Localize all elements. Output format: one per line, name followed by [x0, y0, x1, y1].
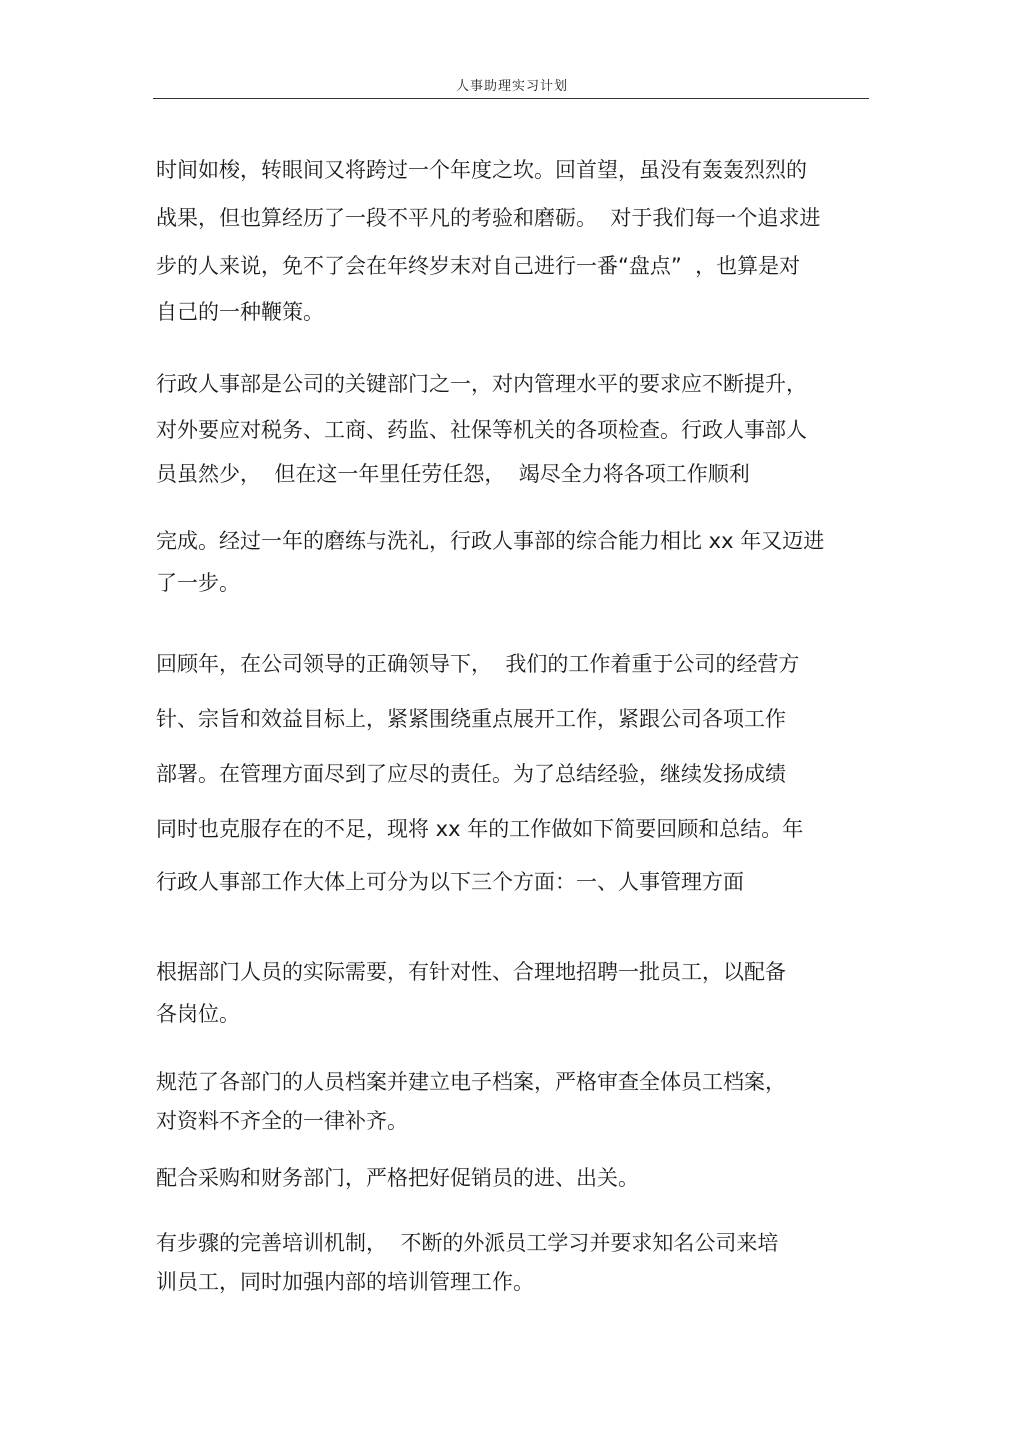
paragraph-3-line-2: 了一步。 [156, 571, 240, 595]
paragraph-1-line-3: 步的人来说，免不了会在年终岁末对自己进行一番“盘点” ，也算是对 [156, 254, 801, 278]
header-divider [153, 98, 869, 99]
paragraph-8-line-1: 有步骤的完善培训机制， 不断的外派员工学习并要求知名公司来培 [156, 1231, 779, 1255]
paragraph-6-line-1: 规范了各部门的人员档案并建立电子档案，严格审查全体员工档案， [156, 1070, 786, 1094]
paragraph-4-line-3: 部署。在管理方面尽到了应尽的责任。为了总结经验，继续发扬成绩 [156, 762, 786, 786]
paragraph-7-line-1: 配合采购和财务部门，严格把好促销员的进、出关。 [156, 1166, 639, 1190]
paragraph-4-line-1: 回顾年，在公司领导的正确领导下， 我们的工作着重于公司的经营方 [156, 652, 800, 676]
paragraph-5-line-1: 根据部门人员的实际需要，有针对性、合理地招聘一批员工，以配备 [156, 960, 786, 984]
paragraph-2-line-2: 对外要应对税务、工商、药监、社保等机关的各项检查。行政人事部人 [156, 418, 807, 442]
paragraph-8-line-2: 训员工，同时加强内部的培训管理工作。 [156, 1270, 534, 1294]
paragraph-6-line-2: 对资料不齐全的一律补齐。 [156, 1109, 408, 1133]
paragraph-3-line-1: 完成。经过一年的磨练与洗礼，行政人事部的综合能力相比 xx 年又迈进 [156, 529, 825, 553]
paragraph-2-line-1: 行政人事部是公司的关键部门之一，对内管理水平的要求应不断提升， [156, 372, 807, 396]
page-header-title: 人事助理实习计划 [455, 79, 568, 94]
paragraph-4-line-4: 同时也克服存在的不足，现将 xx 年的工作做如下简要回顾和总结。年 [156, 817, 804, 841]
paragraph-1-line-2: 战果，但也算经历了一段不平凡的考验和磨砺。 对于我们每一个追求进 [156, 206, 821, 230]
paragraph-4-line-5: 行政人事部工作大体上可分为以下三个方面：一、人事管理方面 [156, 870, 744, 894]
paragraph-1-line-1: 时间如梭，转眼间又将跨过一个年度之坎。回首望，虽没有轰轰烈烈的 [156, 158, 807, 182]
paragraph-1-line-4: 自己的一种鞭策。 [156, 300, 324, 324]
paragraph-4-line-2: 针、宗旨和效益目标上，紧紧围绕重点展开工作，紧跟公司各项工作 [156, 707, 786, 731]
paragraph-5-line-2: 各岗位。 [156, 1002, 240, 1026]
paragraph-2-line-3: 员虽然少， 但在这一年里任劳任怨， 竭尽全力将各项工作顺利 [156, 462, 750, 486]
